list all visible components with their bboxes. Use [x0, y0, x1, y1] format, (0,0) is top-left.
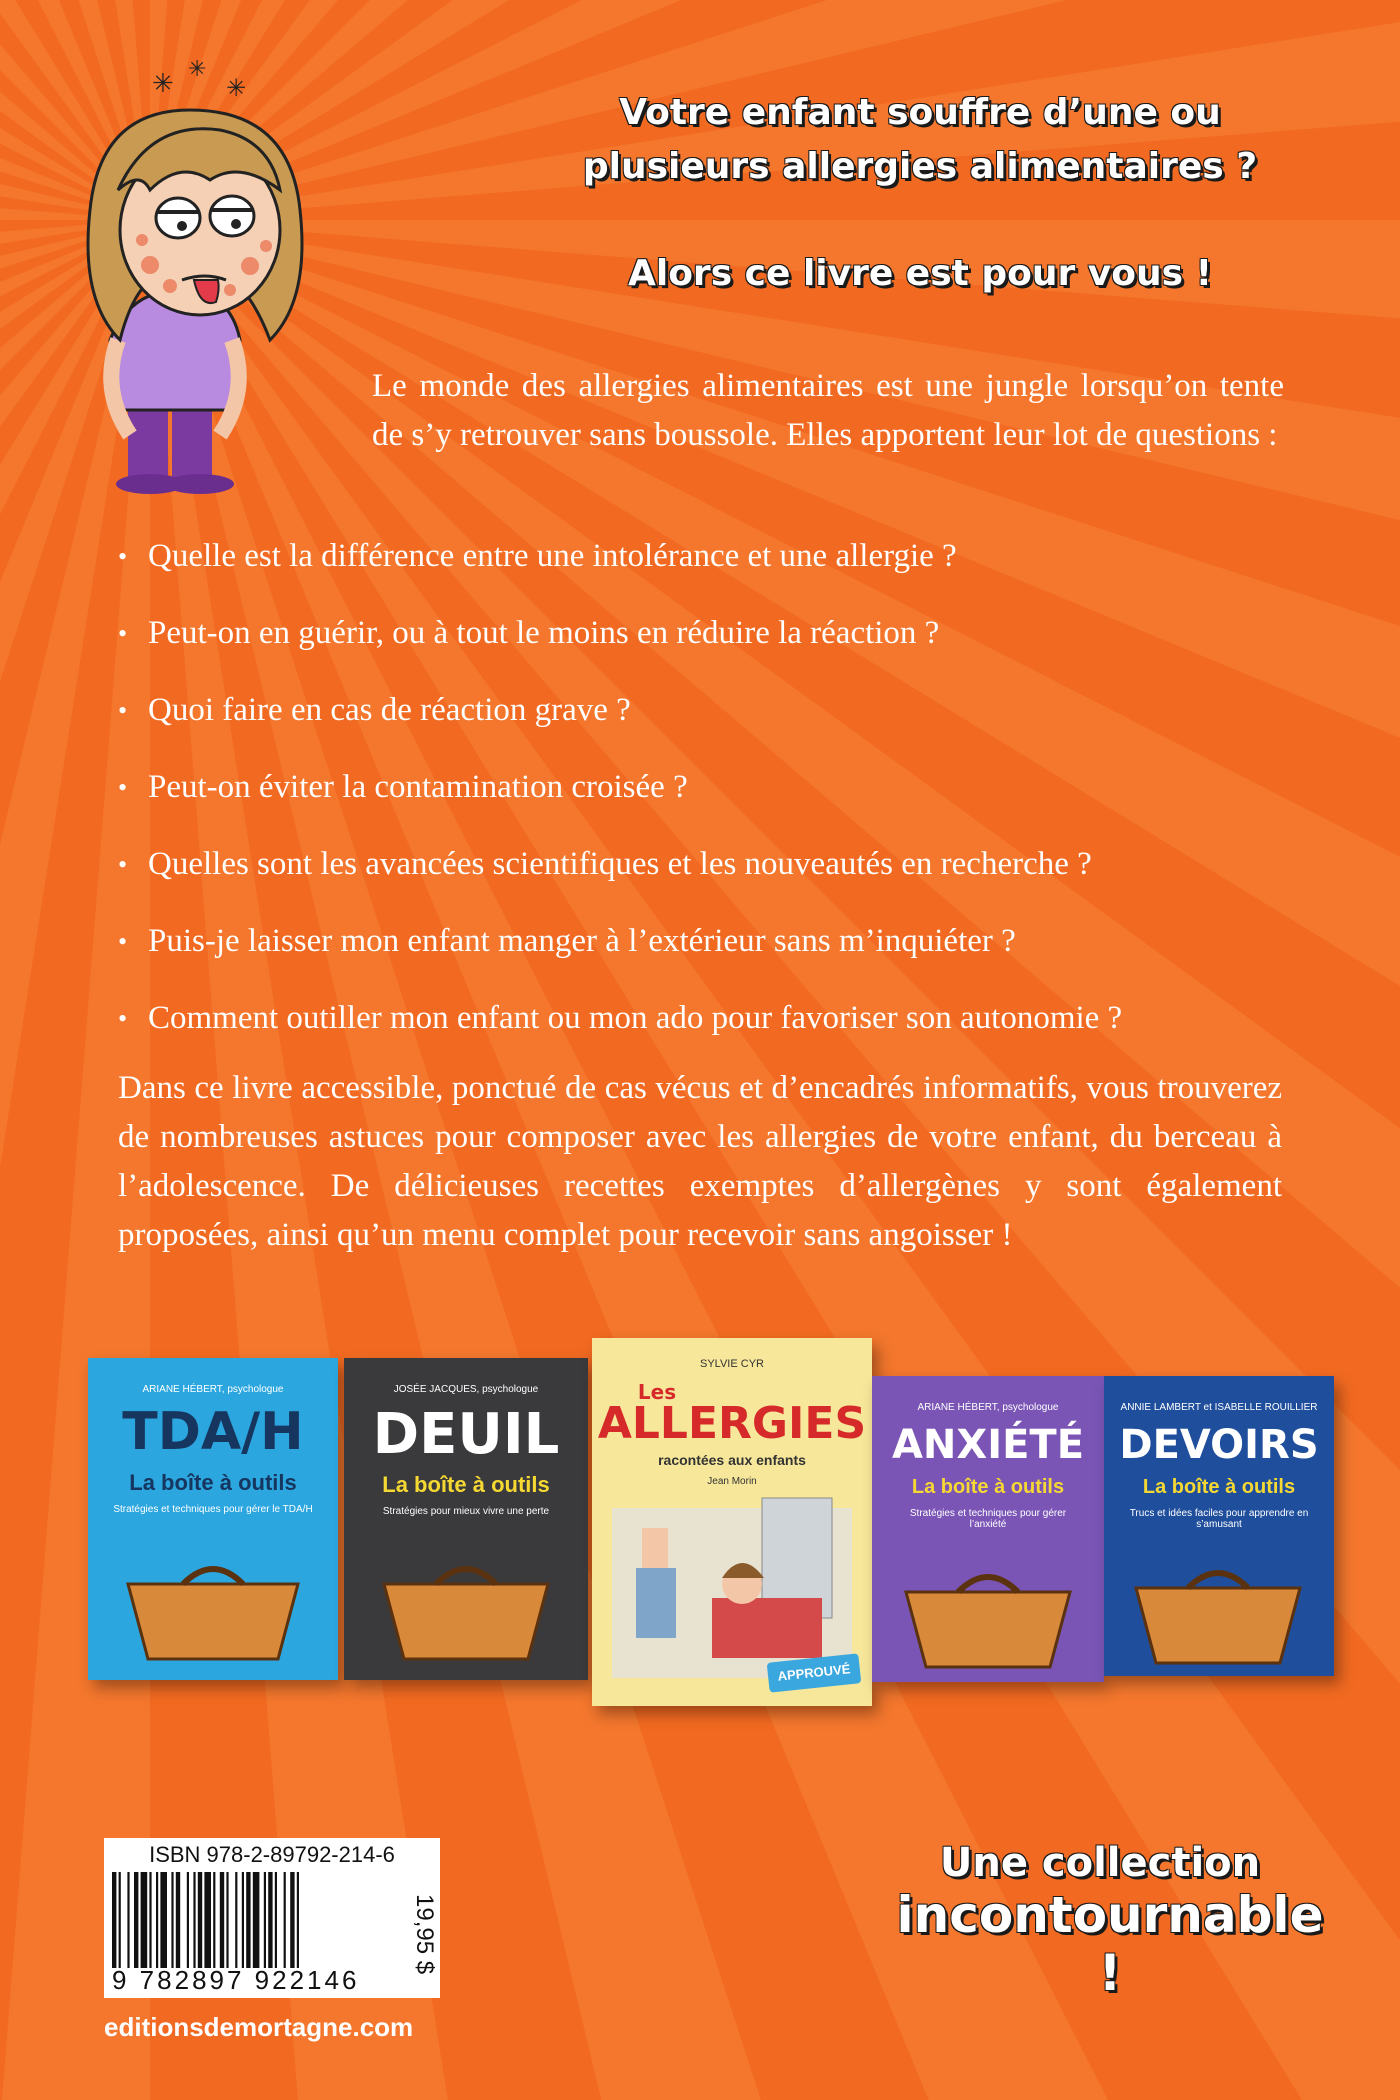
barcode-bars: [112, 1872, 396, 1968]
collection-line-2: incontournable !: [896, 1886, 1324, 2002]
svg-text:✳: ✳: [152, 69, 174, 99]
barcode-bar: [134, 1872, 138, 1968]
barcode-bar: [213, 1872, 215, 1968]
barcode-bar: [119, 1872, 121, 1968]
collection-line-1: Une collection: [939, 1840, 1261, 1886]
book-title: ALLERGIES: [597, 1398, 867, 1449]
bullet-icon: •: [118, 850, 128, 879]
book-tagline: Stratégies et techniques pour gérer le TDA/H: [113, 1504, 313, 1515]
barcode-bar: [141, 1872, 148, 1968]
barcode-bar: [220, 1872, 224, 1968]
list-item: [118, 686, 1298, 763]
list-item: [118, 532, 1298, 609]
barcode-bar: [297, 1872, 299, 1968]
bullet-icon: •: [118, 542, 128, 571]
question-text: Peut-on en guérir, ou à tout le moins en réduire la réaction ?: [148, 615, 940, 651]
isbn-label: ISBN 978-2-89792-214-6: [149, 1842, 395, 1867]
barcode-number: 9 782897 922146: [112, 1965, 360, 1995]
toolbox-icon: [896, 1562, 1080, 1672]
question-text: Puis-je laisser mon enfant manger à l’extérieur sans m’inquiéter ?: [148, 923, 1016, 959]
barcode: [104, 1838, 440, 1998]
publisher-website[interactable]: editionsdemortagne.com: [104, 2012, 414, 2042]
svg-text:✳: ✳: [226, 74, 247, 102]
question-text: Quelle est la différence entre une intolérance et une allergie ?: [148, 538, 957, 574]
barcode-bar: [156, 1872, 158, 1968]
book-title: ANXIÉTÉ: [891, 1422, 1085, 1468]
headline-line-2: plusieurs allergies alimentaires ?: [582, 146, 1258, 187]
book-title: DEUIL: [372, 1402, 560, 1467]
barcode-bar: [176, 1872, 180, 1968]
svg-text:✳: ✳: [188, 57, 207, 82]
book-subtitle: La boîte à outils: [129, 1470, 297, 1495]
barcode-bar: [193, 1872, 195, 1968]
book-illustrator: Jean Morin: [707, 1476, 757, 1487]
barcode-bar: [149, 1872, 151, 1968]
book-tagline: Stratégies pour mieux vivre une perte: [382, 1506, 550, 1517]
bullet-icon: •: [118, 927, 128, 956]
list-item: [118, 917, 1298, 994]
toolbox-icon: [1126, 1558, 1310, 1668]
barcode-bar: [275, 1872, 277, 1968]
barcode-bar: [160, 1872, 167, 1968]
barcode-bar: [187, 1872, 189, 1968]
bullet-icon: •: [118, 619, 128, 648]
barcode-bar: [268, 1872, 272, 1968]
toolbox-icon: [374, 1554, 558, 1664]
book-title-small: Les: [637, 1380, 677, 1404]
book-tagline: Trucs et idées faciles pour apprendre en s’amusant: [1129, 1508, 1309, 1530]
book-cover-anxiete: [872, 1376, 1104, 1682]
book-title: TDA/H: [122, 1402, 304, 1462]
list-item: [118, 763, 1298, 840]
barcode-bar: [290, 1872, 294, 1968]
bullet-icon: •: [118, 773, 128, 802]
barcode-bar: [235, 1872, 237, 1968]
intro-paragraph: Le monde des allergies alimentaires est une jungle lorsqu’on tente de s’y retrouver sans boussole. Elles apportent leur lot de questions :: [372, 368, 1284, 453]
toolbox-icon: [118, 1554, 308, 1664]
allergic-girl-illustration: [70, 40, 330, 500]
book-author: ARIANE HÉBERT, psychologue: [142, 1384, 284, 1395]
book-tagline: Stratégies et techniques pour gérer l’anxiété: [909, 1508, 1067, 1530]
barcode-bar: [171, 1872, 173, 1968]
list-item: [118, 994, 1298, 1071]
bullet-icon: •: [118, 696, 128, 725]
book-author: ARIANE HÉBERT, psychologue: [917, 1402, 1059, 1413]
headline-line-3: Alors ce livre est pour vous !: [628, 253, 1212, 294]
headline-line-1: Votre enfant souffre d’une ou: [619, 92, 1221, 133]
book-subtitle: La boîte à outils: [911, 1476, 1065, 1498]
question-text: Peut-on éviter la contamination croisée ?: [148, 769, 688, 805]
approved-badge: APPROUVÉ: [767, 1653, 862, 1692]
price-label: 19,95 $: [411, 1893, 438, 1975]
questions-list: [118, 532, 1298, 1071]
list-item: [118, 609, 1298, 686]
kitchen-scene-illustration: [612, 1488, 852, 1678]
barcode-bar: [242, 1872, 244, 1968]
book-cover-allergies: [592, 1338, 872, 1706]
book-author: SYLVIE CYR: [700, 1358, 764, 1370]
book-cover-tdah: [88, 1358, 338, 1680]
book-subtitle: La boîte à outils: [382, 1472, 550, 1497]
question-text: Quoi faire en cas de réaction grave ?: [148, 692, 631, 728]
barcode-bar: [284, 1872, 286, 1968]
book-subtitle: La boîte à outils: [1142, 1476, 1296, 1498]
closing-paragraph: Dans ce livre accessible, ponctué de cas vécus et d’encadrés informatifs, vous trouverez de nombreuses astuces pour composer avec les allergies de votre enfant, du berceau à l’adolescence. De délicieuses recettes exemptes d’allergènes y sont également proposées, ainsi qu’un menu complet pour recevoir sans angoisser !: [118, 1070, 1282, 1253]
barcode-bar: [112, 1872, 116, 1968]
bullet-icon: •: [118, 1004, 128, 1033]
book-author: JOSÉE JACQUES, psychologue: [393, 1384, 539, 1395]
book-subtitle: racontées aux enfants: [658, 1452, 806, 1468]
book-cover-deuil: [344, 1358, 588, 1680]
book-title: DEVOIRS: [1119, 1422, 1319, 1468]
barcode-bar: [226, 1872, 228, 1968]
barcode-bar: [246, 1872, 250, 1968]
list-item: [118, 840, 1298, 917]
barcode-bar: [253, 1872, 260, 1968]
question-text: Quelles sont les avancées scientifiques et les nouveautés en recherche ?: [148, 846, 1092, 882]
book-author: ANNIE LAMBERT et ISABELLE ROUILLIER: [1120, 1402, 1318, 1413]
book-cover-devoirs: [1104, 1376, 1334, 1676]
barcode-bar: [198, 1872, 202, 1968]
barcode-bar: [127, 1872, 129, 1968]
barcode-bar: [264, 1872, 266, 1968]
barcode-bar: [204, 1872, 211, 1968]
question-text: Comment outiller mon enfant ou mon ado pour favoriser son autonomie ?: [148, 1000, 1123, 1036]
